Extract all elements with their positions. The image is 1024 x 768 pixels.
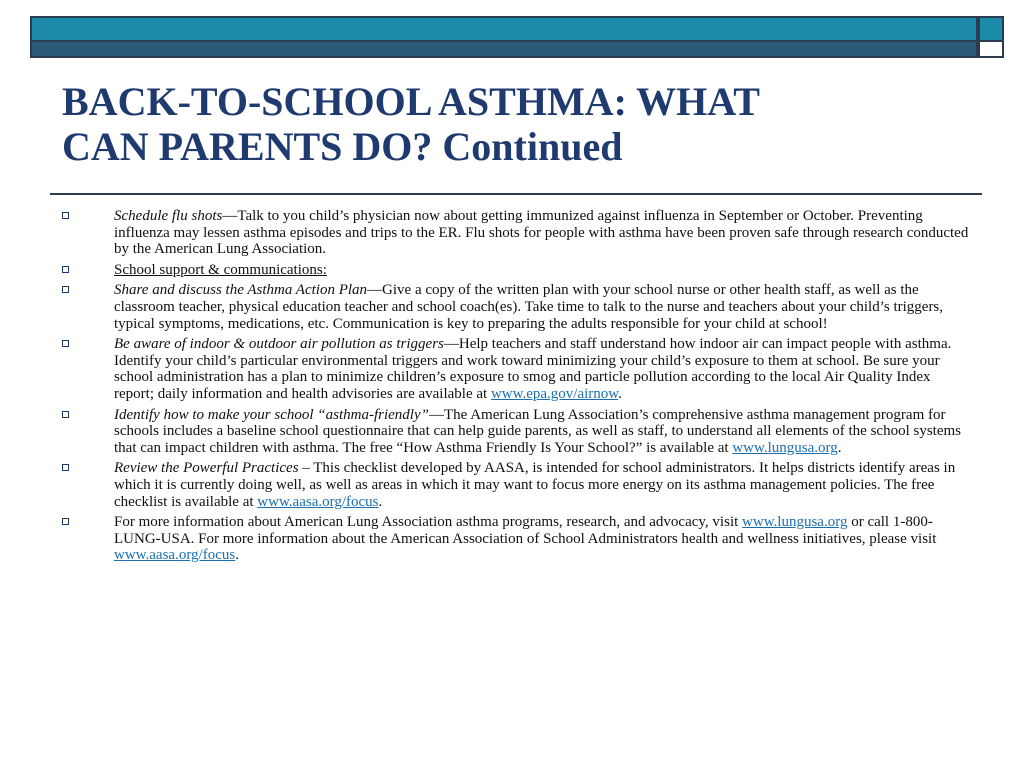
bullet-action-plan <box>62 282 972 332</box>
link-lungusa[interactable]: www.lungusa.org <box>742 514 848 531</box>
square-bullet-icon <box>62 464 69 471</box>
slide-title-line-2: CAN PARENTS DO? Continued <box>62 123 623 169</box>
link-aasa-focus[interactable]: www.aasa.org/focus <box>114 547 236 564</box>
square-bullet-icon <box>62 286 69 293</box>
square-bullet-icon <box>62 411 69 418</box>
bullet-text-end: . <box>618 385 622 402</box>
bullet-text-end: . <box>837 439 842 456</box>
bullet-lead: Review the Powerful Practices – <box>114 460 310 477</box>
bullet-text: —Help teachers and staff understand how indoor air can impact people with asthma. Identify your child’s particular environmental triggers and work toward minimizing your child’s exposure to them at school. Be sure your school administration has a plan to minimize children’s exposure to smog and particle pollution according to the local Air Quality Index report; daily information and health advisories are available at <box>114 336 952 402</box>
bullet-text-end: . <box>235 547 239 564</box>
square-bullet-icon <box>62 212 69 219</box>
bullet-lead: Share and discuss the Asthma Action Plan <box>114 282 368 299</box>
bullet-more-info <box>62 514 972 564</box>
bullet-text-end: . <box>378 493 383 510</box>
bullet-text: For more information about American Lung Association asthma programs, research, and advocacy, visit <box>114 514 743 531</box>
bullet-text: This checklist developed by AASA, is intended for school administrators. It helps districts identify areas in which it is currently doing well, as well as areas in which it may want to focus more energy on its asthma management policies. The free checklist is available at <box>114 460 956 510</box>
header-corner-box <box>978 16 1004 42</box>
link-epa-airnow[interactable]: www.epa.gov/airnow <box>490 385 619 402</box>
bullet-flu-shots <box>62 208 972 258</box>
header-banner-stripe <box>30 42 978 58</box>
bullet-powerful-practices <box>62 460 972 510</box>
link-aasa-focus[interactable]: www.aasa.org/focus <box>257 493 379 510</box>
bullet-heading: School support & communications: <box>114 261 327 278</box>
square-bullet-icon <box>62 518 69 525</box>
bullet-lead: Be aware of indoor & outdoor air pollution as triggers <box>114 336 444 353</box>
bullet-text-middle: or call 1-800-LUNG-USA. For more information about the American Association of School Administrators health and wellness initiatives, please visit <box>114 514 937 547</box>
link-lungusa[interactable]: www.lungusa.org <box>732 439 838 456</box>
slide-title <box>62 80 962 170</box>
bullet-air-pollution <box>62 336 972 402</box>
slide-title-line-1: BACK-TO-SCHOOL ASTHMA: WHAT <box>62 79 760 124</box>
bullet-list <box>62 208 972 568</box>
bullet-asthma-friendly <box>62 407 972 457</box>
square-bullet-icon <box>62 266 69 273</box>
header-banner <box>30 16 978 42</box>
square-bullet-icon <box>62 340 69 347</box>
bullet-text: —The American Lung Association’s comprehensive asthma management program for schools includes a baseline school questionnaire that can help guide parents, as well as staff, to understand all elements of the school systems that can impact children with asthma. The free “How Asthma Friendly Is Your School?” is available at <box>114 406 962 456</box>
bullet-lead: Schedule flu shots <box>114 208 223 224</box>
bullet-lead: Identify how to make your school “asthma-friendly” <box>114 406 429 423</box>
bullet-school-support <box>62 262 972 279</box>
header-corner-box-lower <box>978 42 1004 58</box>
bullet-text: —Talk to you child’s physician now about getting immunized against influenza in September or October. Preventing influenza may lessen asthma episodes and trips to the ER. Flu shots for people with asthma have been proven safe through research conducted by the American Lung Association. <box>114 208 969 258</box>
bullet-text: —Give a copy of the written plan with your school nurse or other health staff, as well as the classroom teacher, physical education teacher and school coach(es). Take time to talk to the nurse and teachers about your child’s triggers, typical symptoms, medications, etc. Communication is key to preparing the adults responsible for your child at school! <box>114 282 944 332</box>
title-divider <box>50 193 982 195</box>
